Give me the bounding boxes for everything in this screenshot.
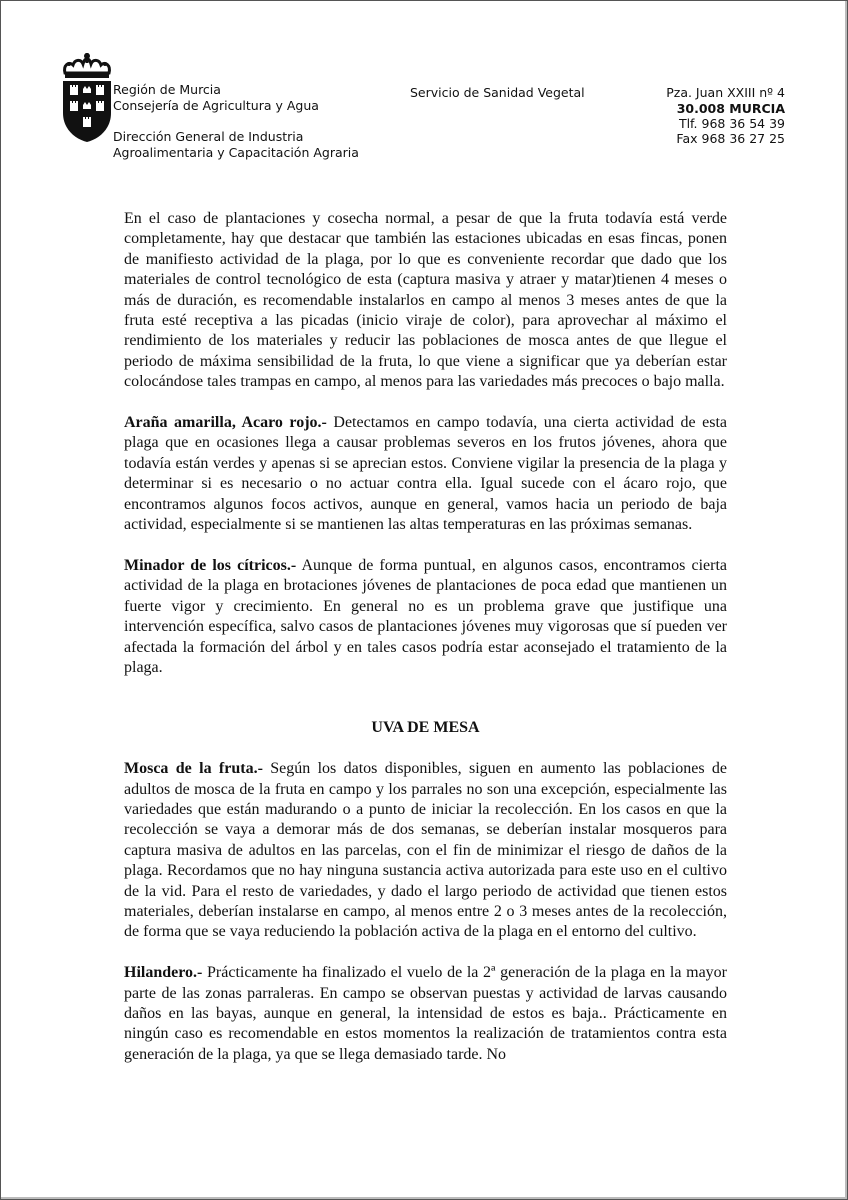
service-name: Servicio de Sanidad Vegetal <box>410 85 585 100</box>
ministry-name: Consejería de Agricultura y Agua <box>113 98 319 113</box>
text-arana-amarilla: Detectamos en campo todavía, una cierta actividad de esta plaga que en ocasiones llega a causar problemas severos en los frutos jóvenes, ahora que todavía están verdes y apenas si se aprecian estos. Conviene vigilar la presencia de la plaga y determinar si es necesario o no actuar contra ella. Igual sucede con el ácaro rojo, que encontramos algunos focos activos, aunque en general, vamos hacia un periodo de baja actividad, especialmente si se mantienen las altas temperaturas en las próximas semanas. <box>124 414 728 534</box>
paragraph-mosca-fruta <box>124 759 727 943</box>
section-title-uva-de-mesa: UVA DE MESA <box>371 719 480 737</box>
text-mosca-fruta: Según los datos disponibles, siguen en aumento las poblaciones de adultos de mosca de la fruta en campo y los parrales no son una excepción, especialmente las variedades que están madurando o a punto de iniciar la recolección. En los casos en que la recolección se vaya a demorar más de dos semanas, se deberían instalar mosqueros para captura masiva de adultos en las parcelas, con el fin de minimizar el riesgo de daños de la plaga. Recordamos que no hay ninguna sustancia activa autorizada para este uso en el cultivo de la vid. Para el resto de variedades, y dado el largo periodo de actividad que tienen estos materiales, deberían instalarse en campo, al menos entre 2 o 3 meses antes de la recolección, de forma que se vaya reduciendo la población activa de la plaga en el entorno del cultivo. <box>124 760 727 941</box>
text-minador: Aunque de forma puntual, en algunos casos, encontramos cierta actividad de la plaga en brotaciones jóvenes de plantaciones de poca edad que mantienen un fuerte vigor y crecimiento. En general no es un problema grave que justifique una intervención específica, salvo casos de plantaciones jóvenes muy vigorosas que sí pueden ver afectada la formación del árbol y en tales casos podría estar aconsejado el tratamiento de la plaga. <box>124 556 728 676</box>
region-name: Región de Murcia <box>113 82 221 97</box>
heading-arana-amarilla: Araña amarilla, Acaro rojo.- <box>124 414 327 432</box>
heading-minador: Minador de los cítricos.- <box>124 556 297 574</box>
document-body <box>124 209 727 1086</box>
address-street: Pza. Juan XXIII nº 4 <box>666 85 785 100</box>
address-city: 30.008 MURCIA <box>676 101 785 116</box>
region-coat-of-arms-logo <box>59 51 115 143</box>
fax-number: Fax 968 36 27 25 <box>676 131 785 146</box>
heading-mosca-fruta: Mosca de la fruta.- <box>124 760 263 778</box>
directorate-name: Dirección General de Industria <box>113 129 304 144</box>
paragraph-mosca-citricos: En el caso de plantaciones y cosecha normal, a pesar de que la fruta todavía está verde completamente, hay que destacar que también las estaciones ubicadas en esas fincas, ponen de manifiesto actividad de la plaga, por lo que es conveniente recordar que dado que los materiales de control tecnológico de esta (captura masiva y atraer y matar)tienen 4 meses o más de duración, es recomendable instalarlos en campo al menos 3 meses antes de que la fruta esté receptiva a las picadas (inicio viraje de color), para aprovechar al máximo el rendimiento de los materiales y reducir las poblaciones de mosca antes de que llegue el periodo de máxima sensibilidad de la fruta, lo que viene a significar que ya deberían estar colocándose tales trampas en campo, al menos para las variedades más precoces o bajo malla. <box>124 210 727 391</box>
paragraph-hilandero <box>124 963 727 1065</box>
paragraph-arana-amarilla <box>124 413 727 535</box>
heading-hilandero: Hilandero.- <box>124 964 203 982</box>
letterhead <box>1 1 847 181</box>
phone-number: Tlf. 968 36 54 39 <box>678 116 785 131</box>
text-hilandero: Prácticamente ha finalizado el vuelo de la 2ª generación de la plaga en la mayor parte de las zonas parraleras. En campo se observan puestas y actividad de larvas causando daños en las bayas, aunque en general, la intensidad de estos es baja.. Prácticamente en ningún caso es recomendable en estos momentos la realización de tratamientos contra esta generación de la plaga, ya que se llega demasiado tarde. No <box>124 964 727 1063</box>
paragraph-minador <box>124 556 727 678</box>
directorate-name-line2: Agroalimentaria y Capacitación Agraria <box>113 145 359 160</box>
